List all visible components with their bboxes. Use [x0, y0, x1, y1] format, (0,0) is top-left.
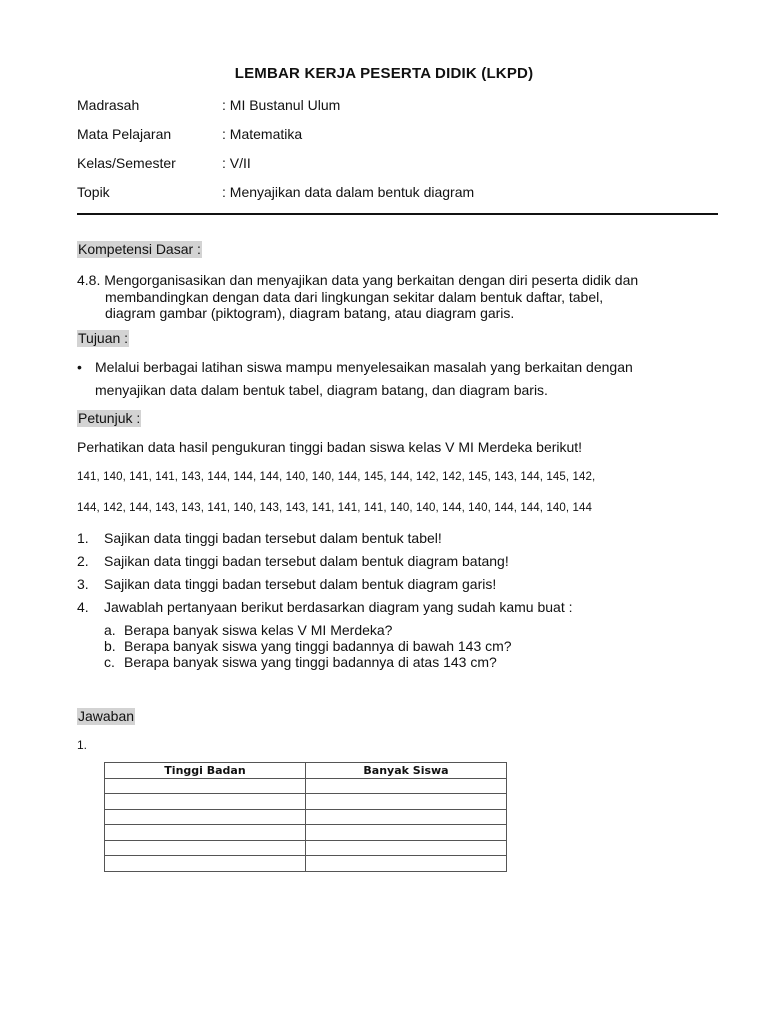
- table-cell[interactable]: [105, 840, 306, 856]
- table-cell[interactable]: [306, 825, 507, 841]
- header-divider: [77, 213, 718, 215]
- subtask-letter: a.: [104, 622, 116, 638]
- table-cell[interactable]: [306, 794, 507, 810]
- bullet-icon: •: [77, 359, 82, 375]
- table-cell[interactable]: [306, 840, 507, 856]
- task-item: [77, 530, 442, 546]
- petunjuk-heading: Petunjuk :: [78, 410, 141, 426]
- kompetensi-line: diagram gambar (piktogram), diagram batang, atau diagram garis.: [105, 305, 515, 321]
- table-row: [105, 794, 507, 810]
- table-cell[interactable]: [306, 778, 507, 794]
- column-header-tinggi-badan: Tinggi Badan: [105, 763, 306, 779]
- info-label: Topik: [77, 184, 110, 200]
- info-label: Mata Pelajaran: [77, 126, 172, 142]
- task-text: Jawablah pertanyaan berikut berdasarkan diagram yang sudah kamu buat :: [104, 599, 573, 615]
- table-cell[interactable]: [105, 856, 306, 872]
- table-row: [105, 825, 507, 841]
- kompetensi-line: membandingkan dengan data dari lingkungan sekitar dalam bentuk daftar, tabel,: [105, 288, 604, 305]
- table-cell[interactable]: [105, 778, 306, 794]
- task-item: [77, 553, 509, 569]
- table-cell[interactable]: [306, 809, 507, 825]
- info-value: : MI Bustanul Ulum: [222, 97, 341, 113]
- task-text: Sajikan data tinggi badan tersebut dalam bentuk diagram garis!: [104, 576, 497, 592]
- task-number: 2.: [77, 553, 89, 569]
- table-row: [105, 778, 507, 794]
- table-row: [105, 856, 507, 872]
- table-row: [105, 840, 507, 856]
- height-data-line: 144, 142, 144, 143, 143, 141, 140, 143, 143, 141, 141, 141, 140, 140, 144, 140, 144, 144, 140, 144: [77, 502, 592, 514]
- task-number: 3.: [77, 576, 89, 592]
- subtask-item: [104, 638, 512, 654]
- subtask-text: Berapa banyak siswa yang tinggi badannya di atas 143 cm?: [124, 654, 497, 670]
- subtask-item: [104, 622, 392, 638]
- table-cell[interactable]: [105, 809, 306, 825]
- table-cell[interactable]: [306, 856, 507, 872]
- petunjuk-intro: Perhatikan data hasil pengukuran tinggi badan siswa kelas V MI Merdeka berikut!: [77, 439, 583, 455]
- info-value: : V/II: [222, 155, 251, 171]
- info-label: Kelas/Semester: [77, 155, 176, 171]
- subtask-text: Berapa banyak siswa kelas V MI Merdeka?: [124, 622, 393, 638]
- task-text: Sajikan data tinggi badan tersebut dalam bentuk tabel!: [104, 530, 442, 546]
- info-value: : Matematika: [222, 126, 303, 142]
- subtask-letter: b.: [104, 638, 116, 654]
- info-label: Madrasah: [77, 97, 140, 113]
- table-row: [105, 809, 507, 825]
- kompetensi-line: 4.8. Mengorganisasikan dan menyajikan data yang berkaitan dengan diri peserta didik dan: [77, 272, 639, 288]
- tujuan-heading: Tujuan :: [78, 330, 129, 346]
- answer-number: 1.: [77, 738, 88, 752]
- answer-table: [104, 762, 507, 872]
- height-data-line: 141, 140, 141, 141, 143, 144, 144, 144, 140, 140, 144, 145, 144, 142, 142, 145, 143, 144, 145, 142,: [77, 471, 596, 483]
- table-cell[interactable]: [105, 825, 306, 841]
- kompetensi-text: [77, 272, 717, 322]
- task-number: 1.: [77, 530, 89, 546]
- subtask-item: [104, 654, 497, 670]
- kompetensi-heading: Kompetensi Dasar :: [78, 241, 201, 257]
- column-header-banyak-siswa: Banyak Siswa: [306, 763, 507, 779]
- jawaban-heading: Jawaban: [78, 708, 135, 724]
- tujuan-line: menyajikan data dalam bentuk tabel, diagram batang, dan diagram baris.: [95, 382, 548, 398]
- task-number: 4.: [77, 599, 89, 615]
- subtask-text: Berapa banyak siswa yang tinggi badannya di bawah 143 cm?: [124, 638, 512, 654]
- task-item: [77, 599, 573, 615]
- tujuan-line: Melalui berbagai latihan siswa mampu menyelesaikan masalah yang berkaitan dengan: [95, 359, 633, 375]
- task-text: Sajikan data tinggi badan tersebut dalam bentuk diagram batang!: [104, 553, 509, 569]
- page-title: LEMBAR KERJA PESERTA DIDIK (LKPD): [234, 65, 534, 82]
- table-cell[interactable]: [105, 794, 306, 810]
- task-item: [77, 576, 496, 592]
- table-header-row: [105, 763, 507, 779]
- subtask-letter: c.: [104, 654, 115, 670]
- info-value: : Menyajikan data dalam bentuk diagram: [222, 184, 475, 200]
